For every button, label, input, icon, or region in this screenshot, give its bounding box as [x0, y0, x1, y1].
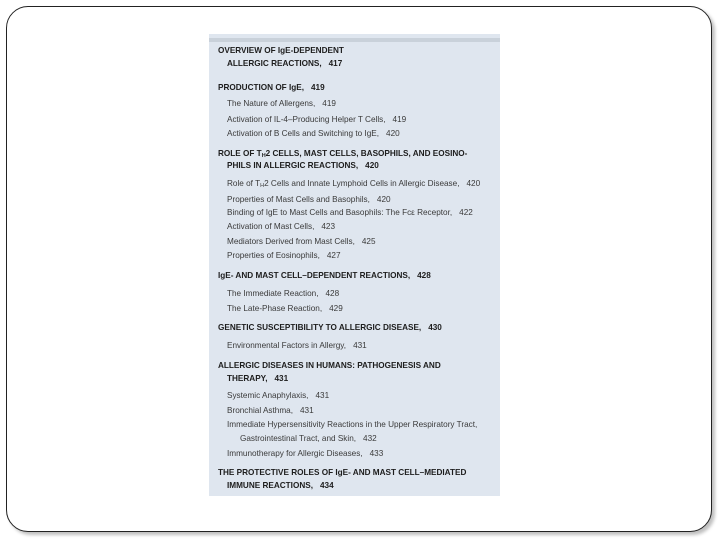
toc-page-number: 430 [428, 323, 442, 332]
toc-section-heading [218, 360, 441, 371]
toc-entry-title: ROLE OF TH2 CELLS, MAST CELLS, BASOPHILS, AND EOSINO- [218, 149, 468, 159]
toc-entry [227, 448, 383, 459]
toc-section-heading [227, 373, 288, 384]
toc-entry [227, 390, 329, 401]
toc-entry-title: THE PROTECTIVE ROLES OF IgE- AND MAST CELL–MEDIATED [218, 468, 467, 477]
toc-list [209, 34, 500, 496]
toc-page-number: 420 [376, 195, 391, 204]
toc-entry-title: Bronchial Asthma, [227, 406, 293, 415]
toc-entry-title: Environmental Factors in Allergy, [227, 341, 347, 350]
toc-section-heading [218, 467, 466, 478]
toc-entry-title: Role of TH2 Cells and Innate Lymphoid Cells in Allergic Disease, [227, 179, 460, 189]
toc-page-number: 423 [321, 222, 336, 231]
toc-page-number: 420 [365, 161, 379, 170]
toc-section-heading [227, 160, 379, 171]
toc-page-number: 432 [363, 434, 377, 443]
toc-entry [227, 207, 473, 218]
toc-page-number: 431 [315, 391, 330, 400]
toc-entry-title: GENETIC SUSCEPTIBILITY TO ALLERGIC DISEASE, [218, 323, 422, 332]
toc-page-number: 431 [274, 374, 289, 383]
toc-entry [227, 128, 400, 139]
toc-section-heading [218, 82, 325, 93]
table-of-contents-panel [209, 34, 500, 496]
toc-entry-title: Immediate Hypersensitivity Reactions in the Upper Respiratory Tract, [227, 420, 478, 429]
toc-page-number: 419 [310, 83, 325, 92]
toc-page-number: 429 [329, 304, 343, 313]
toc-entry [227, 419, 477, 430]
toc-entry-title: Activation of IL-4–Producing Helper T Cells, [227, 115, 386, 124]
toc-page-number: 428 [325, 289, 340, 298]
toc-entry [227, 236, 376, 247]
toc-section-heading [218, 45, 344, 56]
toc-entry-title: PHILS IN ALLERGIC REACTIONS, [227, 161, 359, 170]
toc-section-heading [218, 322, 442, 333]
toc-entry-title: Immunotherapy for Allergic Diseases, [227, 449, 363, 458]
toc-page-number: 428 [417, 271, 431, 280]
toc-entry-title: Activation of B Cells and Switching to IgE, [227, 129, 380, 138]
toc-page-number: 427 [326, 251, 341, 260]
toc-page-number: 417 [328, 59, 343, 68]
toc-page-number: 425 [361, 237, 376, 246]
toc-page-number: 419 [322, 99, 336, 108]
toc-section-heading [227, 480, 334, 491]
toc-entry-title: Properties of Eosinophils, [227, 251, 320, 260]
toc-entry [227, 178, 480, 192]
toc-entry-title: The Late-Phase Reaction, [227, 304, 323, 313]
toc-entry [227, 114, 406, 125]
toc-page-number: 420 [386, 129, 400, 138]
toc-entry [227, 250, 341, 261]
toc-page-number: 433 [369, 449, 384, 458]
toc-page-number: 431 [300, 406, 314, 415]
toc-entry [227, 340, 367, 351]
toc-page-number: 419 [392, 115, 407, 124]
toc-entry-title: Binding of IgE to Mast Cells and Basophils: The Fcε Receptor, [227, 208, 453, 217]
toc-entry-title: Systemic Anaphylaxis, [227, 391, 309, 400]
toc-entry [240, 433, 377, 444]
toc-entry [227, 98, 336, 109]
toc-entry-title: Properties of Mast Cells and Basophils, [227, 195, 370, 204]
toc-entry-title: THERAPY, [227, 374, 268, 383]
toc-entry-title: Mediators Derived from Mast Cells, [227, 237, 355, 246]
toc-entry-title: Gastrointestinal Tract, and Skin, [240, 434, 357, 443]
toc-page-number: 434 [319, 481, 334, 490]
toc-section-heading [227, 58, 342, 69]
toc-entry-title: OVERVIEW OF IgE-DEPENDENT [218, 46, 344, 55]
toc-entry-title: ALLERGIC DISEASES IN HUMANS: PATHOGENESIS AND [218, 361, 441, 370]
toc-page-number: 420 [466, 179, 481, 188]
toc-entry-title: The Immediate Reaction, [227, 289, 319, 298]
toc-entry [227, 288, 339, 299]
toc-section-heading [218, 270, 431, 281]
toc-entry [227, 221, 335, 232]
toc-entry [227, 405, 314, 416]
toc-entry-title: PRODUCTION OF IgE, [218, 83, 304, 92]
toc-page-number: 422 [459, 208, 473, 217]
toc-entry-title: IMMUNE REACTIONS, [227, 481, 313, 490]
toc-entry-title: IgE- AND MAST CELL–DEPENDENT REACTIONS, [218, 271, 411, 280]
toc-entry [227, 194, 391, 205]
toc-entry-title: Activation of Mast Cells, [227, 222, 315, 231]
toc-page-number: 431 [353, 341, 367, 350]
toc-entry [227, 303, 343, 314]
toc-entry-title: The Nature of Allergens, [227, 99, 316, 108]
toc-entry-title: ALLERGIC REACTIONS, [227, 59, 322, 68]
